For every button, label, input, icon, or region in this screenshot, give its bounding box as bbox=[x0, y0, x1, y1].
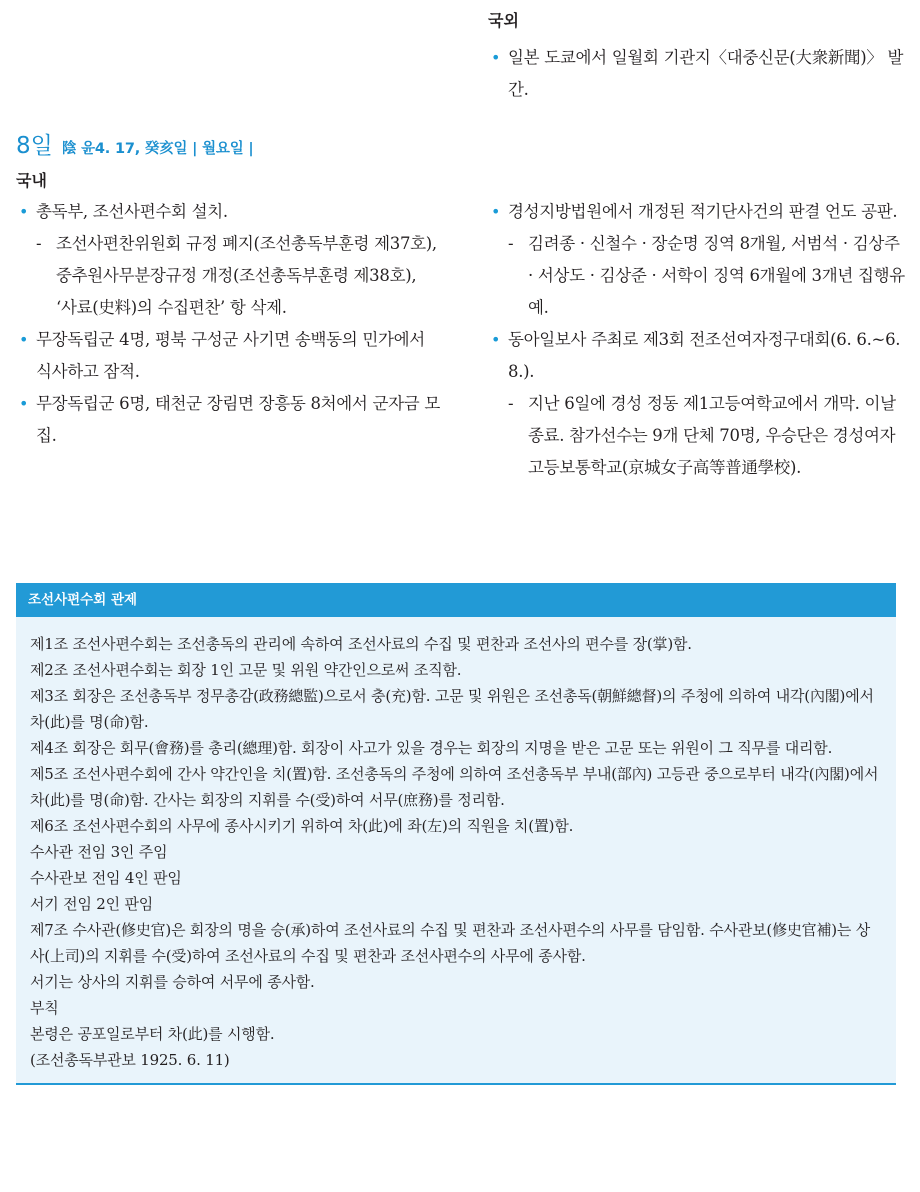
box-line: 제5조 조선사편수회에 간사 약간인을 치(置)함. 조선총독의 주청에 의하여 조선총독부 부내(部內) 고등관 중으로부터 내각(內閣)에서 차(此)를 명(命)함. 간사는 회장의 지휘를 수(受)하여 서무(庶務)를 정리함. bbox=[30, 765, 879, 809]
foreign-item-text: 일본 도쿄에서 일월회 기관지〈대중신문(大衆新聞)〉 발간. bbox=[508, 48, 904, 99]
list-item bbox=[16, 196, 440, 228]
sub-item-text: 김려종 · 신철수 · 장순명 징역 8개월, 서범석 · 김상주 · 서상도 · 김상준 · 서학이 징역 6개월에 3개년 집행유예. bbox=[528, 234, 905, 317]
item-text: 무장독립군 6명, 태천군 장림면 장흥동 8처에서 군자금 모집. bbox=[36, 394, 441, 445]
box-line: 제4조 회장은 회무(會務)를 총리(總理)함. 회장이 사고가 있을 경우는 회장의 지명을 받은 고문 또는 위원이 그 직무를 대리함. bbox=[30, 739, 833, 757]
list-item bbox=[16, 324, 440, 388]
box-line: (조선총독부관보 1925. 6. 11) bbox=[30, 1051, 230, 1069]
box-line: 본령은 공포일로부터 차(此)를 시행함. bbox=[30, 1025, 275, 1043]
list-item bbox=[488, 42, 908, 106]
dash-icon: - bbox=[508, 394, 514, 413]
dash-icon: - bbox=[508, 234, 514, 253]
sub-list-item bbox=[488, 388, 908, 484]
box-line: 수사관 전임 3인 주임 bbox=[30, 843, 168, 861]
sub-list-item bbox=[16, 228, 440, 324]
box-line: 서기는 상사의 지휘를 승하여 서무에 종사함. bbox=[30, 973, 315, 991]
box-line: 제7조 수사관(修史官)은 회장의 명을 승(承)하여 조선사료의 수집 및 편찬과 조선사편수의 사무를 담임함. 수사관보(修史官補)는 상사(上司)의 지휘를 수(受)하여 조선사료의 수집 및 편찬과 조선사편수의 사무에 종사함. bbox=[30, 921, 871, 965]
bullet-icon: • bbox=[19, 330, 29, 349]
domestic-right-column bbox=[488, 196, 908, 484]
info-box bbox=[16, 583, 896, 1085]
list-item bbox=[488, 324, 908, 388]
box-line: 제3조 회장은 조선총독부 정무총감(政務總監)으로서 충(充)함. 고문 및 위원은 조선총독(朝鮮總督)의 주청에 의하여 내각(內閣)에서 차(此)를 명(命)함. bbox=[30, 687, 874, 731]
foreign-heading: 국외 bbox=[488, 11, 519, 30]
info-box-title: 조선사편수회 관제 bbox=[16, 583, 896, 617]
date-line bbox=[16, 127, 253, 160]
bullet-icon: • bbox=[491, 202, 501, 221]
date-lunar: 陰 윤4. 17, 癸亥일 | 월요일 | bbox=[61, 141, 254, 157]
sub-item-text: 조선사편찬위원회 규정 폐지(조선총독부훈령 제37호), 중추원사무분장규정 개정(조선총독부훈령 제38호), ‘사료(史料)의 수집편찬’ 항 삭제. bbox=[56, 234, 437, 317]
item-text: 총독부, 조선사편수회 설치. bbox=[36, 202, 228, 221]
box-line: 서기 전임 2인 판임 bbox=[30, 895, 154, 913]
item-text: 동아일보사 주최로 제3회 전조선여자정구대회(6. 6.~6. 8.). bbox=[508, 330, 901, 381]
box-line: 제1조 조선사편수회는 조선총독의 관리에 속하여 조선사료의 수집 및 편찬과 조선사의 편수를 장(掌)함. bbox=[30, 635, 692, 653]
list-item bbox=[16, 388, 440, 452]
foreign-list bbox=[488, 42, 908, 106]
dash-icon: - bbox=[36, 234, 42, 253]
bullet-icon: • bbox=[19, 202, 29, 221]
box-line: 부칙 bbox=[30, 999, 59, 1017]
info-box-body bbox=[16, 617, 896, 1083]
domestic-left-column bbox=[16, 196, 440, 452]
sub-item-text: 지난 6일에 경성 정동 제1고등여학교에서 개막. 이날 종료. 참가선수는 9개 단체 70명, 우승단은 경성여자고등보통학교(京城女子高等普通學校). bbox=[528, 394, 896, 477]
sub-list-item bbox=[488, 228, 908, 324]
box-line: 수사관보 전임 4인 판임 bbox=[30, 869, 182, 887]
bullet-icon: • bbox=[491, 48, 501, 67]
item-text: 경성지방법원에서 개정된 적기단사건의 판결 언도 공판. bbox=[508, 202, 898, 221]
box-bottom-rule bbox=[16, 1083, 896, 1085]
domestic-heading: 국내 bbox=[16, 171, 47, 190]
box-line: 제6조 조선사편수회의 사무에 종사시키기 위하여 차(此)에 좌(左)의 직원을 치(置)함. bbox=[30, 817, 574, 835]
date-day: 8일 bbox=[16, 133, 53, 159]
bullet-icon: • bbox=[19, 394, 29, 413]
bullet-icon: • bbox=[491, 330, 501, 349]
list-item bbox=[488, 196, 908, 228]
box-line: 제2조 조선사편수회는 회장 1인 고문 및 위원 약간인으로써 조직함. bbox=[30, 661, 462, 679]
item-text: 무장독립군 4명, 평북 구성군 사기면 송백동의 민가에서 식사하고 잠적. bbox=[36, 330, 425, 381]
